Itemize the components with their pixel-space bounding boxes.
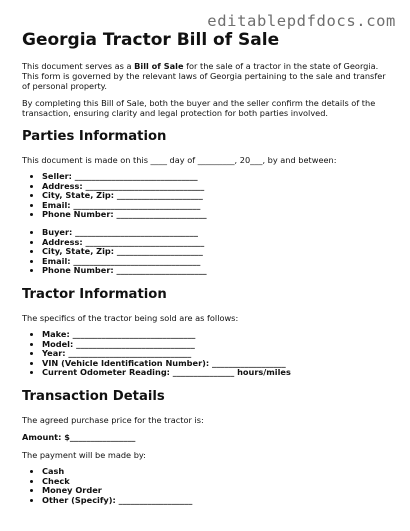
- document-title: Georgia Tractor Bill of Sale: [22, 30, 280, 50]
- seller-phone-field[interactable]: • Phone Number: ______________________: [42, 210, 394, 220]
- transaction-heading: Transaction Details: [22, 388, 165, 404]
- payment-method-other[interactable]: • Other (Specify): __________________: [42, 496, 394, 506]
- intro-bold-term: Bill of Sale: [134, 61, 184, 71]
- payment-method-money-order[interactable]: • Money Order: [42, 486, 394, 496]
- seller-address-field[interactable]: • Address: _____________________________: [42, 182, 394, 192]
- intro-text-before: This document serves as a: [22, 61, 135, 71]
- buyer-phone-field[interactable]: • Phone Number: ______________________: [42, 266, 394, 276]
- buyer-fields-list: [22, 228, 394, 276]
- tractor-heading: Tractor Information: [22, 286, 167, 302]
- vin-field[interactable]: • VIN (Vehicle Identification Number): __________________: [42, 359, 394, 369]
- year-field[interactable]: • Year: ______________________________: [42, 349, 394, 359]
- watermark-text: editablepdfdocs.com: [207, 12, 396, 30]
- parties-heading: Parties Information: [22, 129, 167, 144]
- parties-made-on: This document is made on this ____ day of _________, 20___, by and between:: [22, 155, 337, 165]
- buyer-email-field[interactable]: • Email: _______________________________: [42, 257, 394, 267]
- intro-text-after: for the sale of a tractor in the state of Georgia. This form is governed by the relevant laws of Georgia pertaining to the sale and transfer of personal property.: [22, 61, 386, 91]
- seller-field[interactable]: • Seller: ______________________________: [42, 172, 394, 182]
- tractor-intro: The specifics of the tractor being sold are as follows:: [22, 312, 239, 323]
- tractor-fields-list: [22, 330, 394, 378]
- seller-fields-list: [22, 172, 394, 220]
- buyer-city-state-zip-field[interactable]: • City, State, Zip: _____________________: [42, 247, 394, 257]
- seller-email-field[interactable]: • Email: _______________________________: [42, 201, 394, 211]
- payment-methods-list: [22, 467, 394, 505]
- seller-city-state-zip-field[interactable]: • City, State, Zip: _____________________: [42, 191, 394, 201]
- odometer-field[interactable]: • Current Odometer Reading: _______________ hours/miles: [42, 368, 394, 378]
- amount-field[interactable]: Amount: $________________: [22, 431, 136, 442]
- intro-paragraph-2: By completing this Bill of Sale, both the buyer and the seller confirm the details of the transaction, ensuring clarity and legal protection for both parties involved.: [22, 98, 376, 118]
- document-body: [22, 30, 394, 513]
- price-text: The agreed purchase price for the tractor is:: [22, 414, 204, 425]
- intro-paragraph: [22, 61, 394, 91]
- buyer-field[interactable]: • Buyer: ______________________________: [42, 228, 394, 238]
- model-field[interactable]: • Model: _____________________________: [42, 340, 394, 350]
- buyer-address-field[interactable]: • Address: _____________________________: [42, 238, 394, 248]
- payment-method-cash[interactable]: • Cash: [42, 467, 394, 477]
- make-field[interactable]: • Make: ______________________________: [42, 330, 394, 340]
- payment-method-check[interactable]: • Check: [42, 477, 394, 487]
- payment-text: The payment will be made by:: [22, 449, 146, 460]
